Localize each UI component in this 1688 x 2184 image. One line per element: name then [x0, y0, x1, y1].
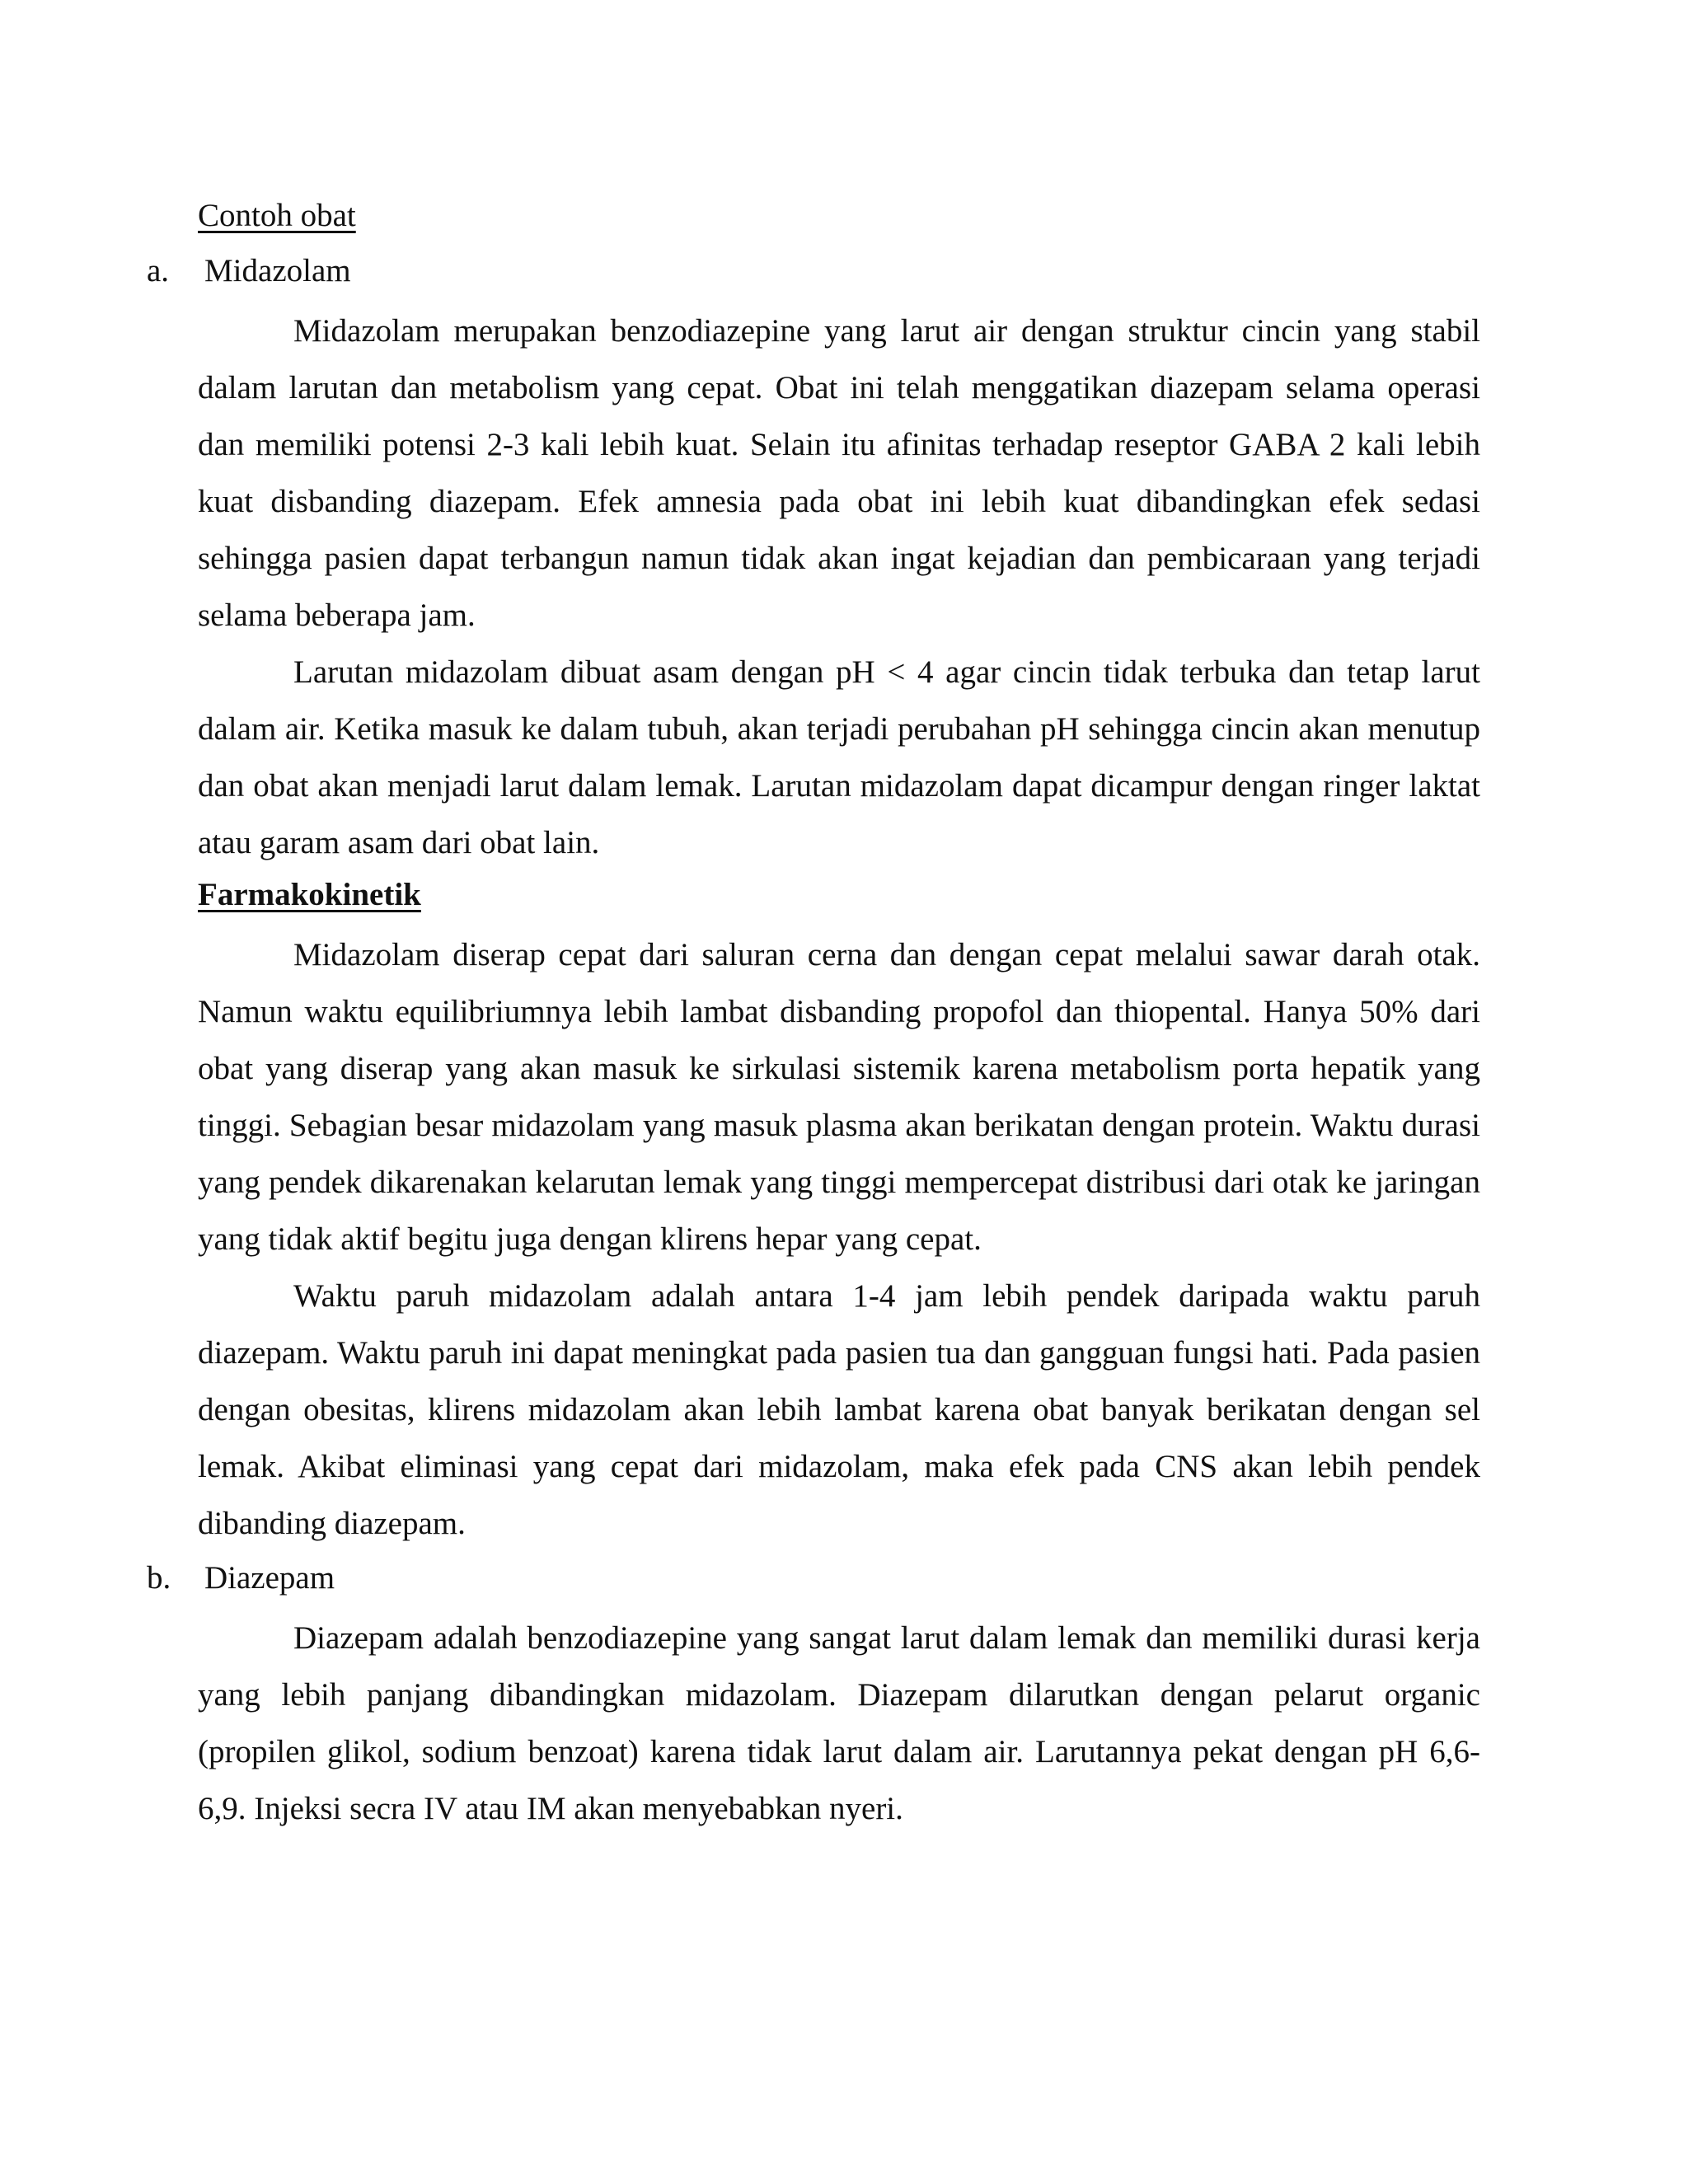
section-title: Contoh obat — [198, 198, 356, 233]
paragraph-midazolam-2: Larutan midazolam dibuat asam dengan pH < 4 agar cincin tidak terbuka dan tetap larut dalam air. Ketika masuk ke dalam tubuh, akan terjadi perubahan pH sehingga cincin akan menutup dan obat akan menjadi larut dalam lemak. Larutan midazolam dapat dicampur dengan ringer laktat atau garam asam dari obat lain. — [198, 654, 1480, 860]
subheading-farmakokinetik: Farmakokinetik — [198, 877, 421, 912]
paragraph-diazepam-1: Diazepam adalah benzodiazepine yang sangat larut dalam lemak dan memiliki durasi kerja yang lebih panjang dibandingkan midazolam. Diazepam dilarutkan dengan pelarut organic (propilen glikol, sodium benzoat) karena tidak larut dalam air. Larutannya pekat dengan pH 6,6-6,9. Injeksi secra IV atau IM akan menyebabkan nyeri. — [198, 1620, 1480, 1826]
list-title-a: Midazolam — [204, 253, 351, 288]
paragraph-farmakokinetik-1: Midazolam diserap cepat dari saluran cerna dan dengan cepat melalui sawar darah otak. Namun waktu equilibriumnya lebih lambat disbanding propofol dan thiopental. Hanya 50% dari obat yang diserap yang akan masuk ke sirkulasi sistemik karena metabolism porta hepatik yang tinggi. Sebagian besar midazolam yang masuk plasma akan berikatan dengan protein. Waktu durasi yang pendek dikarenakan kelarutan lemak yang tinggi mempercepat distribusi dari otak ke jaringan yang tidak aktif begitu juga dengan klirens hepar yang cepat. — [198, 937, 1480, 1257]
paragraph-midazolam-1: Midazolam merupakan benzodiazepine yang larut air dengan struktur cincin yang stabil dalam larutan dan metabolism yang cepat. Obat ini telah menggatikan diazepam selama operasi dan memiliki potensi 2-3 kali lebih kuat. Selain itu afinitas terhadap reseptor GABA 2 kali lebih kuat disbanding diazepam. Efek amnesia pada obat ini lebih kuat dibandingkan efek sedasi sehingga pasien dapat terbangun namun tidak akan ingat kejadian dan pembicaraan yang terjadi selama beberapa jam. — [198, 313, 1480, 633]
diazepam-body — [198, 1610, 1480, 1837]
farmakokinetik-body — [198, 926, 1480, 1552]
midazolam-intro — [198, 302, 1480, 871]
list-marker-a: a. — [147, 253, 170, 288]
paragraph-farmakokinetik-2: Waktu paruh midazolam adalah antara 1-4 jam lebih pendek daripada waktu paruh diazepam. Waktu paruh ini dapat meningkat pada pasien tua dan gangguan fungsi hati. Pada pasien dengan obesitas, klirens midazolam akan lebih lambat karena obat banyak berikatan dengan sel lemak. Akibat eliminasi yang cepat dari midazolam, maka efek pada CNS akan lebih pendek dibanding diazepam. — [198, 1278, 1480, 1541]
list-title-b: Diazepam — [204, 1560, 335, 1596]
list-marker-b: b. — [147, 1560, 171, 1596]
list-item-a — [147, 246, 351, 296]
list-item-b — [147, 1554, 335, 1603]
